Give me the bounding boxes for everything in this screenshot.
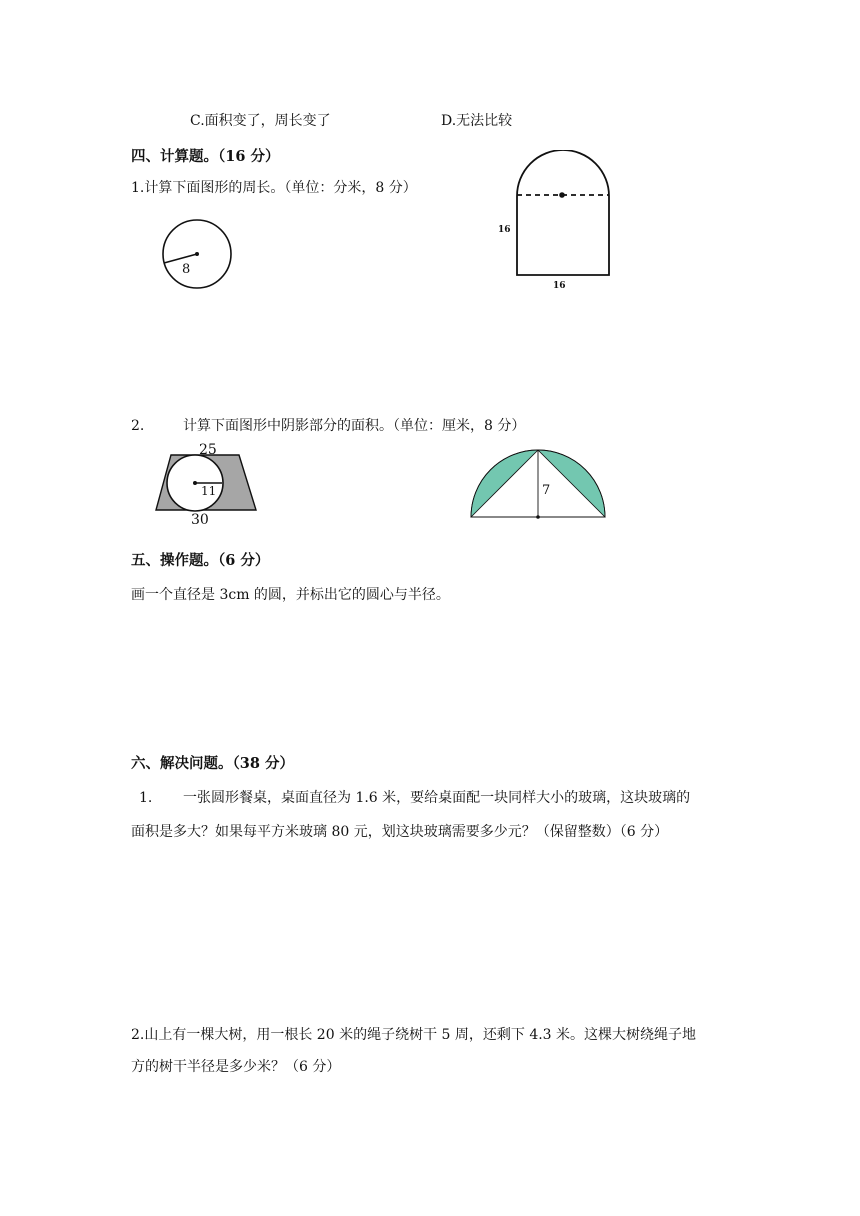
left-shaded-segment (471, 450, 538, 517)
center-dot (536, 515, 540, 519)
bottom-base-label: 30 (191, 512, 209, 528)
bottom-label: 16 (553, 281, 566, 291)
circle-radius-figure (160, 217, 236, 289)
height-label: 7 (542, 483, 551, 498)
section-5-text: 画一个直径是 3cm 的圆，并标出它的圆心与半径。 (131, 587, 450, 603)
radius-label: 11 (201, 484, 217, 498)
arch-outline (517, 150, 609, 275)
question-6-1-line-2: 面积是多大？如果每平方米玻璃 80 元，划这块玻璃需要多少元？（保留整数）（6 分） (131, 824, 669, 840)
side-label: 16 (498, 225, 511, 235)
trapezoid-circle-figure (150, 438, 260, 528)
semicircle-triangle-figure (466, 448, 610, 524)
question-4-2: 计算下面图形中阴影部分的面积。（单位：厘米，8 分） (183, 418, 526, 434)
top-base-label: 25 (199, 442, 217, 458)
option-c: C.面积变了，周长变了 (190, 113, 331, 129)
question-6-1-number: 1. (139, 790, 153, 806)
section-6-heading: 六、解决问题。（38 分） (131, 755, 294, 772)
center-dot (559, 192, 565, 198)
section-4-heading: 四、计算题。（16 分） (131, 148, 280, 165)
radius-label: 8 (182, 262, 191, 277)
question-4-1: 1.计算下面图形的周长。（单位：分米，8 分） (131, 180, 417, 196)
section-5-heading: 五、操作题。（6 分） (131, 552, 270, 569)
option-d: D.无法比较 (441, 113, 513, 129)
question-6-2-line-1: 2.山上有一棵大树，用一根长 20 米的绳子绕树干 5 周，还剩下 4.3 米。这棵大树绕绳子地 (131, 1027, 697, 1043)
arch-rectangle-figure (490, 150, 620, 292)
question-6-1-line-1: 一张圆形餐桌，桌面直径为 1.6 米，要给桌面配一块同样大小的玻璃，这块玻璃的 (183, 790, 691, 806)
radius-line (164, 254, 197, 263)
center-dot (195, 252, 199, 256)
question-4-2-number: 2. (131, 418, 145, 434)
center-dot (193, 481, 197, 485)
question-6-2-line-2: 方的树干半径是多少米？（6 分） (131, 1059, 341, 1075)
